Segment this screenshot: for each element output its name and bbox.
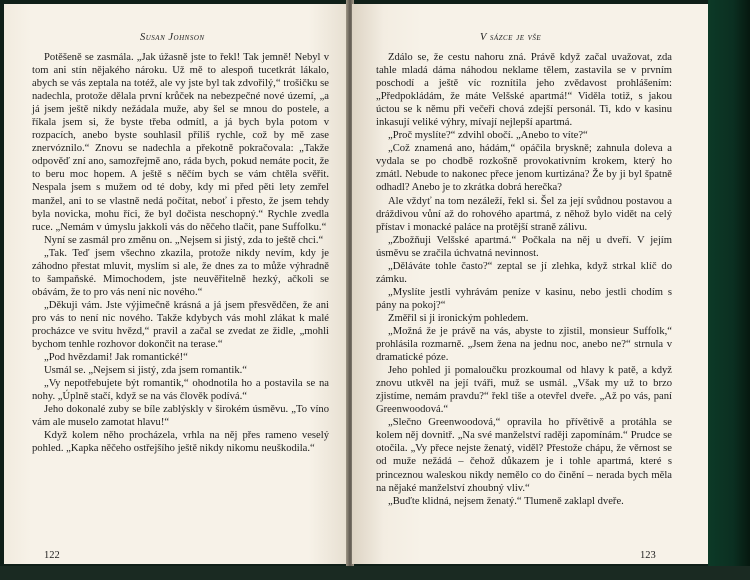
paragraph: Jeho dokonalé zuby se bíle zablýskly v širokém úsměvu. „To víno vám ale muselo zamotat hlavu!“: [32, 404, 329, 429]
paragraph: „Proč myslíte?“ zdvihl obočí. „Anebo to víte?“: [388, 130, 588, 142]
paragraph: „Děkuji vám. Jste výjimečně krásná a já jsem přesvědčen, že ani pro vás to není nic nového. Takže kdybych vás mohl zlákat k malé procházce ve svitu hvězd,“ pravil a začal se zvedat ze židle, „mohli bychom tenhle rozhovor dokončit na terase.“: [32, 299, 329, 351]
paragraph: Jeho pohled ji pomaloučku prozkoumal od hlavy k patě, a když znovu utkvěl na její tváři, muž se usmál. „Však my už to brzo zjistíme, nemám pravdu?“ řekl tiše a otevřel dveře. „Až po vás, paní Greenwoodová.“: [376, 365, 672, 416]
paragraph: „Myslíte jestli vyhrávám peníze v kasinu, nebo jestli chodím s pány na pokoj?“: [376, 286, 672, 311]
right-page: [352, 4, 708, 564]
running-head-author: Susan Johnson: [140, 32, 205, 43]
paragraph: Ale vždyť na tom nezáleží, řekl si. Šel za její svůdnou postavou a dráždivou vůní až do rohového apartmá, z něhož bylo vidět na celý přístav i monacké paláce na protější straně zálivu.: [376, 195, 672, 233]
page-number-right: 123: [640, 550, 656, 561]
right-page-text: [376, 51, 672, 508]
page-number-left: 122: [44, 550, 60, 561]
paragraph: „Zbožňuji Velšské apartmá.“ Počkala na něj u dveří. V jejím úsměvu se zračila úchvatná nevinnost.: [376, 234, 672, 259]
paragraph: „Pod hvězdami! Jak romantické!“: [44, 352, 188, 364]
paragraph: „Buďte klidná, nejsem ženatý.“ Tlumeně zaklapl dveře.: [388, 495, 624, 507]
paragraph: „Což znamená ano, hádám,“ opáčila bryskně; zahnula doleva a vydala se po chodbě rozkošně provokativním krokem, který ho zmátl. Nebude to nakonec přece jenom kurtizána? Že by ji byl špatně odhadl? Anebo je to zkrátka dobrá herečka?: [376, 143, 672, 194]
left-page: [4, 4, 350, 564]
running-head-title: V sázce je vše: [480, 32, 542, 43]
paragraph: „Tak. Teď jsem všechno zkazila, protože nikdy nevím, kdy je záhodno přestat mluvit, myslím si ale, že dnes za to může výhradně to šampaňské. Mimochodem, jste neuvěřitelně hezký, ačkoli se obávám, že to pro vás není nic nového.“: [32, 247, 329, 298]
paragraph: Když kolem něho procházela, vrhla na něj přes rameno veselý pohled. „Kapka něčeho ostřejšího ještě nikdy nikomu neuškodila.“: [32, 430, 329, 455]
book-cover-edge: [708, 0, 750, 580]
paragraph: „Slečno Greenwoodová,“ opravila ho přívětivě a protáhla se kolem něj dovnitř. „Na své manželství raději zapomínám.“ Prudce se otočila. „Vy přece nejste ženatý, viděl? Přestože chápu, že věrnost se od muže nežádá – čehož důkazem je i tohle apartmá, které s princeznou waleskou nikdy nemělo co do činění – nerada bych měla na nějaké manželství zhoubný vliv.“: [376, 417, 672, 494]
paragraph: Potěšeně se zasmála. „Jak úžasně jste to řekl! Tak jemně! Nebyl v tom ani stín nějakého nároku. Už mě to alespoň tucetkrát lákalo, abych se vás zeptala na totéž, ale vy jste byl tak zdvořilý,“ trošičku se nadechla, protože dělala první krůček na nebezpečné nové území, „a já jsem ještě nikdy nežádala muže, aby šel se mnou do postele, a říkala jsem si, že byste třeba odmítl, a já bych byla potom v rozpacích, anebo byste souhlasil příliš rychle, což by mě zase znervóznilo.“ Znovu se nadechla a překotně pokračovala: „Takže odpověď zní ano, samozřejmě ano, ráda bych, pokud nemáte pocit, že to beru moc hopem. A ještě s něčím bych se vám chtěla svěřit. Nespala jsem s mužem od té doby, kdy mi před pěti lety zemřel manžel, ani to se vlastně nedá počítat, neboť i přesto, že jsem tehdy byla novicka, mohu říci, že byl dočista neschopný.“ Rychle zvedla ruce. „Nemám v úmyslu jakkoli vás do něčeho tlačit, pane Suffolku.“: [32, 52, 329, 233]
paragraph: Změřil si ji ironickým pohledem.: [388, 312, 529, 324]
paragraph: „Vy nepotřebujete být romantik,“ ohodnotila ho a postavila se na nohy. „Úplně stačí, když se na vás člověk podívá.“: [32, 378, 329, 403]
paragraph: Zdálo se, že cestu nahoru zná. Právě když začal uvažovat, zda tahle mladá dáma náhodou neklame tělem, zastavila se v prvním poschodí a ještě víc roznítila jeho zvědavost prohlášením: „Předpokládám, že máte Velšské apartmá!“ Viděla totiž, s jakou úctou se k němu při večeři chová zdejší personál. Ti, kdo v kasinu inkasují veliké výhry, mívají nejlepší apartmá.: [376, 52, 672, 129]
paragraph: „Možná že je právě na vás, abyste to zjistil, monsieur Suffolk,“ prohlásila rozmarně. „Jsem žena na jednu noc, anebo ne?“ strnula v dramatické póze.: [376, 325, 672, 364]
paragraph: Nyní se zasmál pro změnu on. „Nejsem si jistý, zda to ještě chci.“: [44, 234, 324, 246]
book-bottom-edge: [0, 566, 750, 580]
paragraph: Usmál se. „Nejsem si jistý, zda jsem romantik.“: [44, 365, 248, 377]
left-page-text: [32, 51, 329, 455]
paragraph: „Děláváte tohle často?“ zeptal se jí zlehka, když strkal klíč do zámku.: [376, 260, 672, 285]
